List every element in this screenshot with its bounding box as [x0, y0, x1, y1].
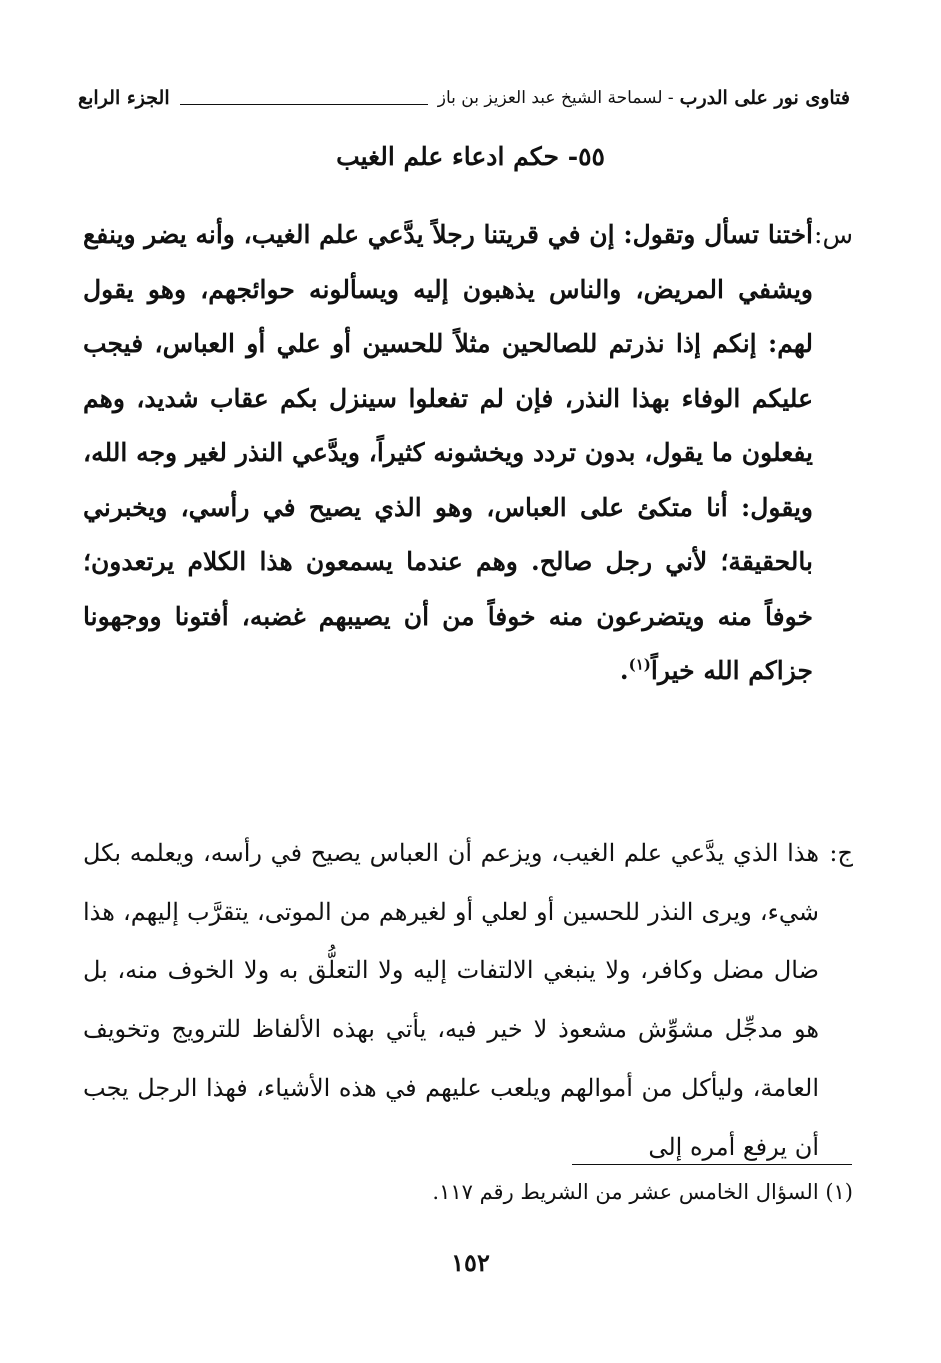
question-text-block	[83, 208, 813, 699]
question-text: أختنا تسأل وتقول: إن في قريتنا رجلاً يدَّعي علم الغيب، وأنه يضر وينفع ويشفي المريض، والناس يذهبون إليه ويسألونه حوائجهم، وهو يقول لهم: إنكم إذا نذرتم للصالحين مثلاً للحسين أو علي أو العباس، فيجب عليكم الوفاء بهذا النذر، فإن لم تفعلوا سينزل بكم عقاب شديد، وهم يفعلون ما يقول، بدون تردد ويخشونه كثيراً، ويدَّعي النذر لغير وجه الله، ويقول: أنا متكئ على العباس، وهو الذي يصيح في رأسي، ويخبرني بالحقيقة؛ لأني رجل صالح. وهم عندما يسمعون هذا الكلام يرتعدون؛ خوفاً منه ويتضرعون منه خوفاً من أن يصيبهم غضبه، أفتونا ووجهونا جزاكم الله خيراً	[83, 220, 813, 685]
answer-paragraph	[83, 824, 853, 1176]
book-title: فتاوى نور على الدرب	[679, 87, 850, 109]
question-marker: س:	[814, 220, 853, 249]
answer-text: هذا الذي يدَّعي علم الغيب، ويزعم أن العباس يصيح في رأسه، ويعلمه بكل شيء، ويرى النذر للحسين أو لعلي أو لغيرهم من الموتى، يتقرَّب إليهم، هذا ضال مضل وكافر، ولا ينبغي الالتفات إليه ولا التعلُّق به ولا الخوف منه، بل هو مدجِّل مشوِّش مشعوذ لا خير فيه، يأتي بهذه الألفاظ للترويج وتخويف العامة، وليأكل من أموالهم ويلعب عليهم في هذه الأشياء، فهذا الرجل يجب أن يرفع أمره إلى	[83, 839, 819, 1161]
fatwa-title: ٥٥- حكم ادعاء علم الغيب	[336, 142, 605, 171]
running-header	[78, 80, 850, 116]
author-name: - لسماحة الشيخ عبد العزيز بن باز	[437, 88, 674, 108]
header-rule	[180, 104, 428, 105]
question-paragraph	[83, 208, 853, 699]
answer-marker: ج:	[829, 839, 853, 867]
question-end: .	[619, 656, 629, 685]
page-number: ١٥٢	[451, 1248, 490, 1277]
footnote-reference: (١)	[628, 655, 651, 674]
footnote-rule	[572, 1164, 852, 1165]
volume-part: الجزء الرابع	[78, 87, 170, 109]
footnote: (١) السؤال الخامس عشر من الشريط رقم ١١٧.	[432, 1180, 853, 1204]
